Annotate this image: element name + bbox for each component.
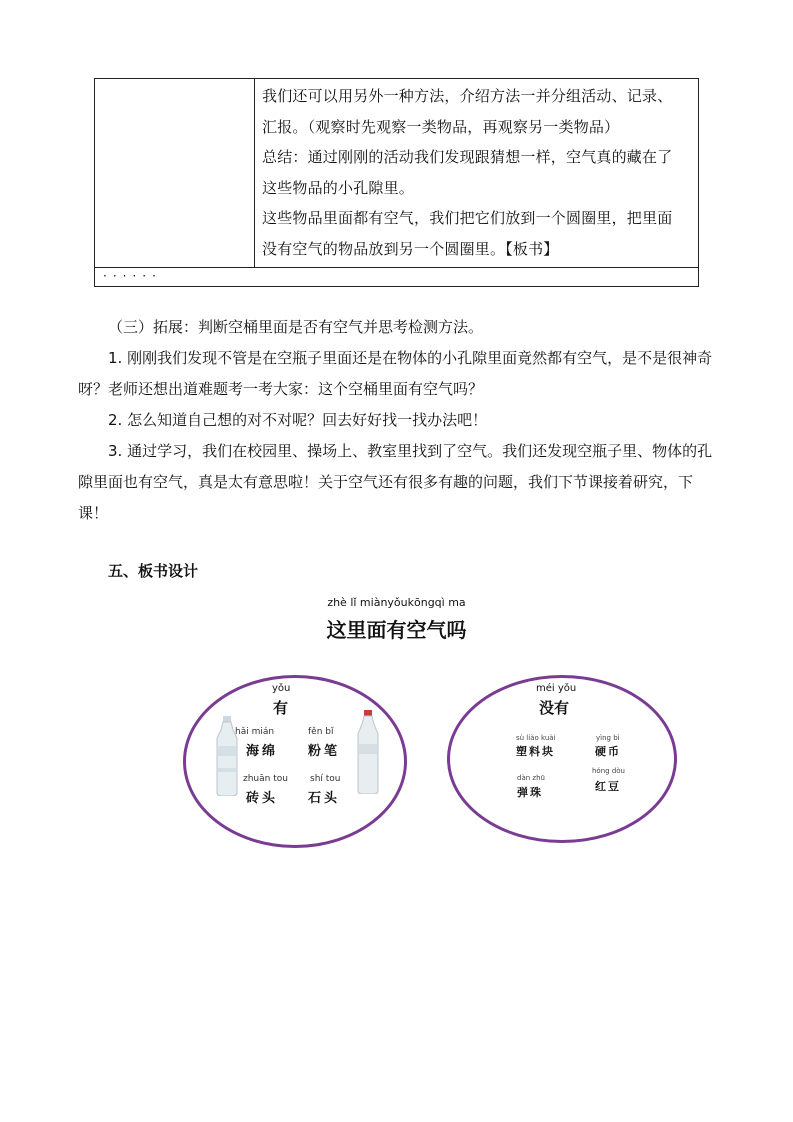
item-pinyin: zhuān tou	[243, 774, 288, 784]
table-line: 总结：通过刚刚的活动我们发现跟猜想一样，空气真的藏在了	[262, 148, 673, 166]
table-right-cell	[262, 81, 694, 264]
table-row-divider	[95, 267, 698, 268]
item-label: 塑料块	[516, 745, 555, 758]
table-line: 汇报。（观察时先观察一类物品，再观察另一类物品）	[262, 117, 620, 136]
item-pinyin: fěn bǐ	[308, 727, 334, 737]
water-bottle-icon	[356, 710, 380, 794]
circle-no-air	[447, 675, 677, 843]
section-title: 五、板书设计	[108, 562, 199, 580]
circle-head: 有	[273, 699, 289, 717]
item-label: 石头	[308, 791, 341, 806]
item-label: 海绵	[246, 744, 279, 759]
circle-head-pinyin: yǒu	[272, 683, 291, 694]
item-pinyin: dàn zhū	[517, 774, 545, 782]
circle-head: 没有	[539, 699, 570, 717]
table-line: 我们还可以用另外一种方法，介绍方法一并分组活动、记录、	[262, 87, 673, 105]
item-label: 红豆	[595, 780, 621, 793]
extension-item-1: 1. 刚刚我们发现不管是在空瓶子里面还是在物体的小孔隙里面竟然都有空气，是不是很神奇呀？老师还想出道难题考一考大家：这个空桶里面有空气吗？	[78, 349, 713, 398]
table-ellipsis: ······	[103, 269, 162, 283]
item-pinyin: hǎi mián	[235, 727, 275, 737]
item-pinyin: yìng bì	[596, 734, 620, 742]
board-design	[0, 590, 793, 870]
table-line: 没有空气的物品放到另一个圆圈里。【板书】	[262, 239, 559, 258]
circle-head-pinyin: méi yǒu	[536, 683, 577, 694]
item-label: 弹珠	[517, 786, 543, 799]
extension-item-3: 3. 通过学习，我们在校园里、操场上、教室里找到了空气。我们还发现空瓶子里、物体的孔隙里面也有空气，真是太有意思啦！关于空气还有很多有趣的问题，我们下节课接着研究，下课！	[78, 442, 713, 522]
item-pinyin: sù liào kuài	[516, 734, 556, 742]
item-label: 粉笔	[308, 744, 341, 759]
table-column-divider	[254, 79, 255, 267]
item-label: 硬币	[595, 745, 621, 758]
circle-has-air	[183, 675, 407, 848]
item-pinyin: hóng dòu	[592, 767, 625, 775]
item-label: 砖头	[246, 791, 279, 806]
board-title: 这里面有空气吗	[326, 618, 467, 642]
extension-item-2: 2. 怎么知道自己想的对不对呢？回去好好找一找办法吧！	[108, 411, 488, 429]
board-title-pinyin: zhè lǐ miànyǒukōngqì ma	[327, 596, 466, 609]
extension-heading: （三）拓展：判断空桶里面是否有空气并思考检测方法。	[108, 318, 484, 336]
table-line: 这些物品的小孔隙里。	[262, 178, 415, 197]
lesson-table	[94, 78, 699, 287]
item-pinyin: shí tou	[310, 774, 341, 784]
table-line: 这些物品里面都有空气，我们把它们放到一个圆圈里，把里面	[262, 209, 673, 227]
